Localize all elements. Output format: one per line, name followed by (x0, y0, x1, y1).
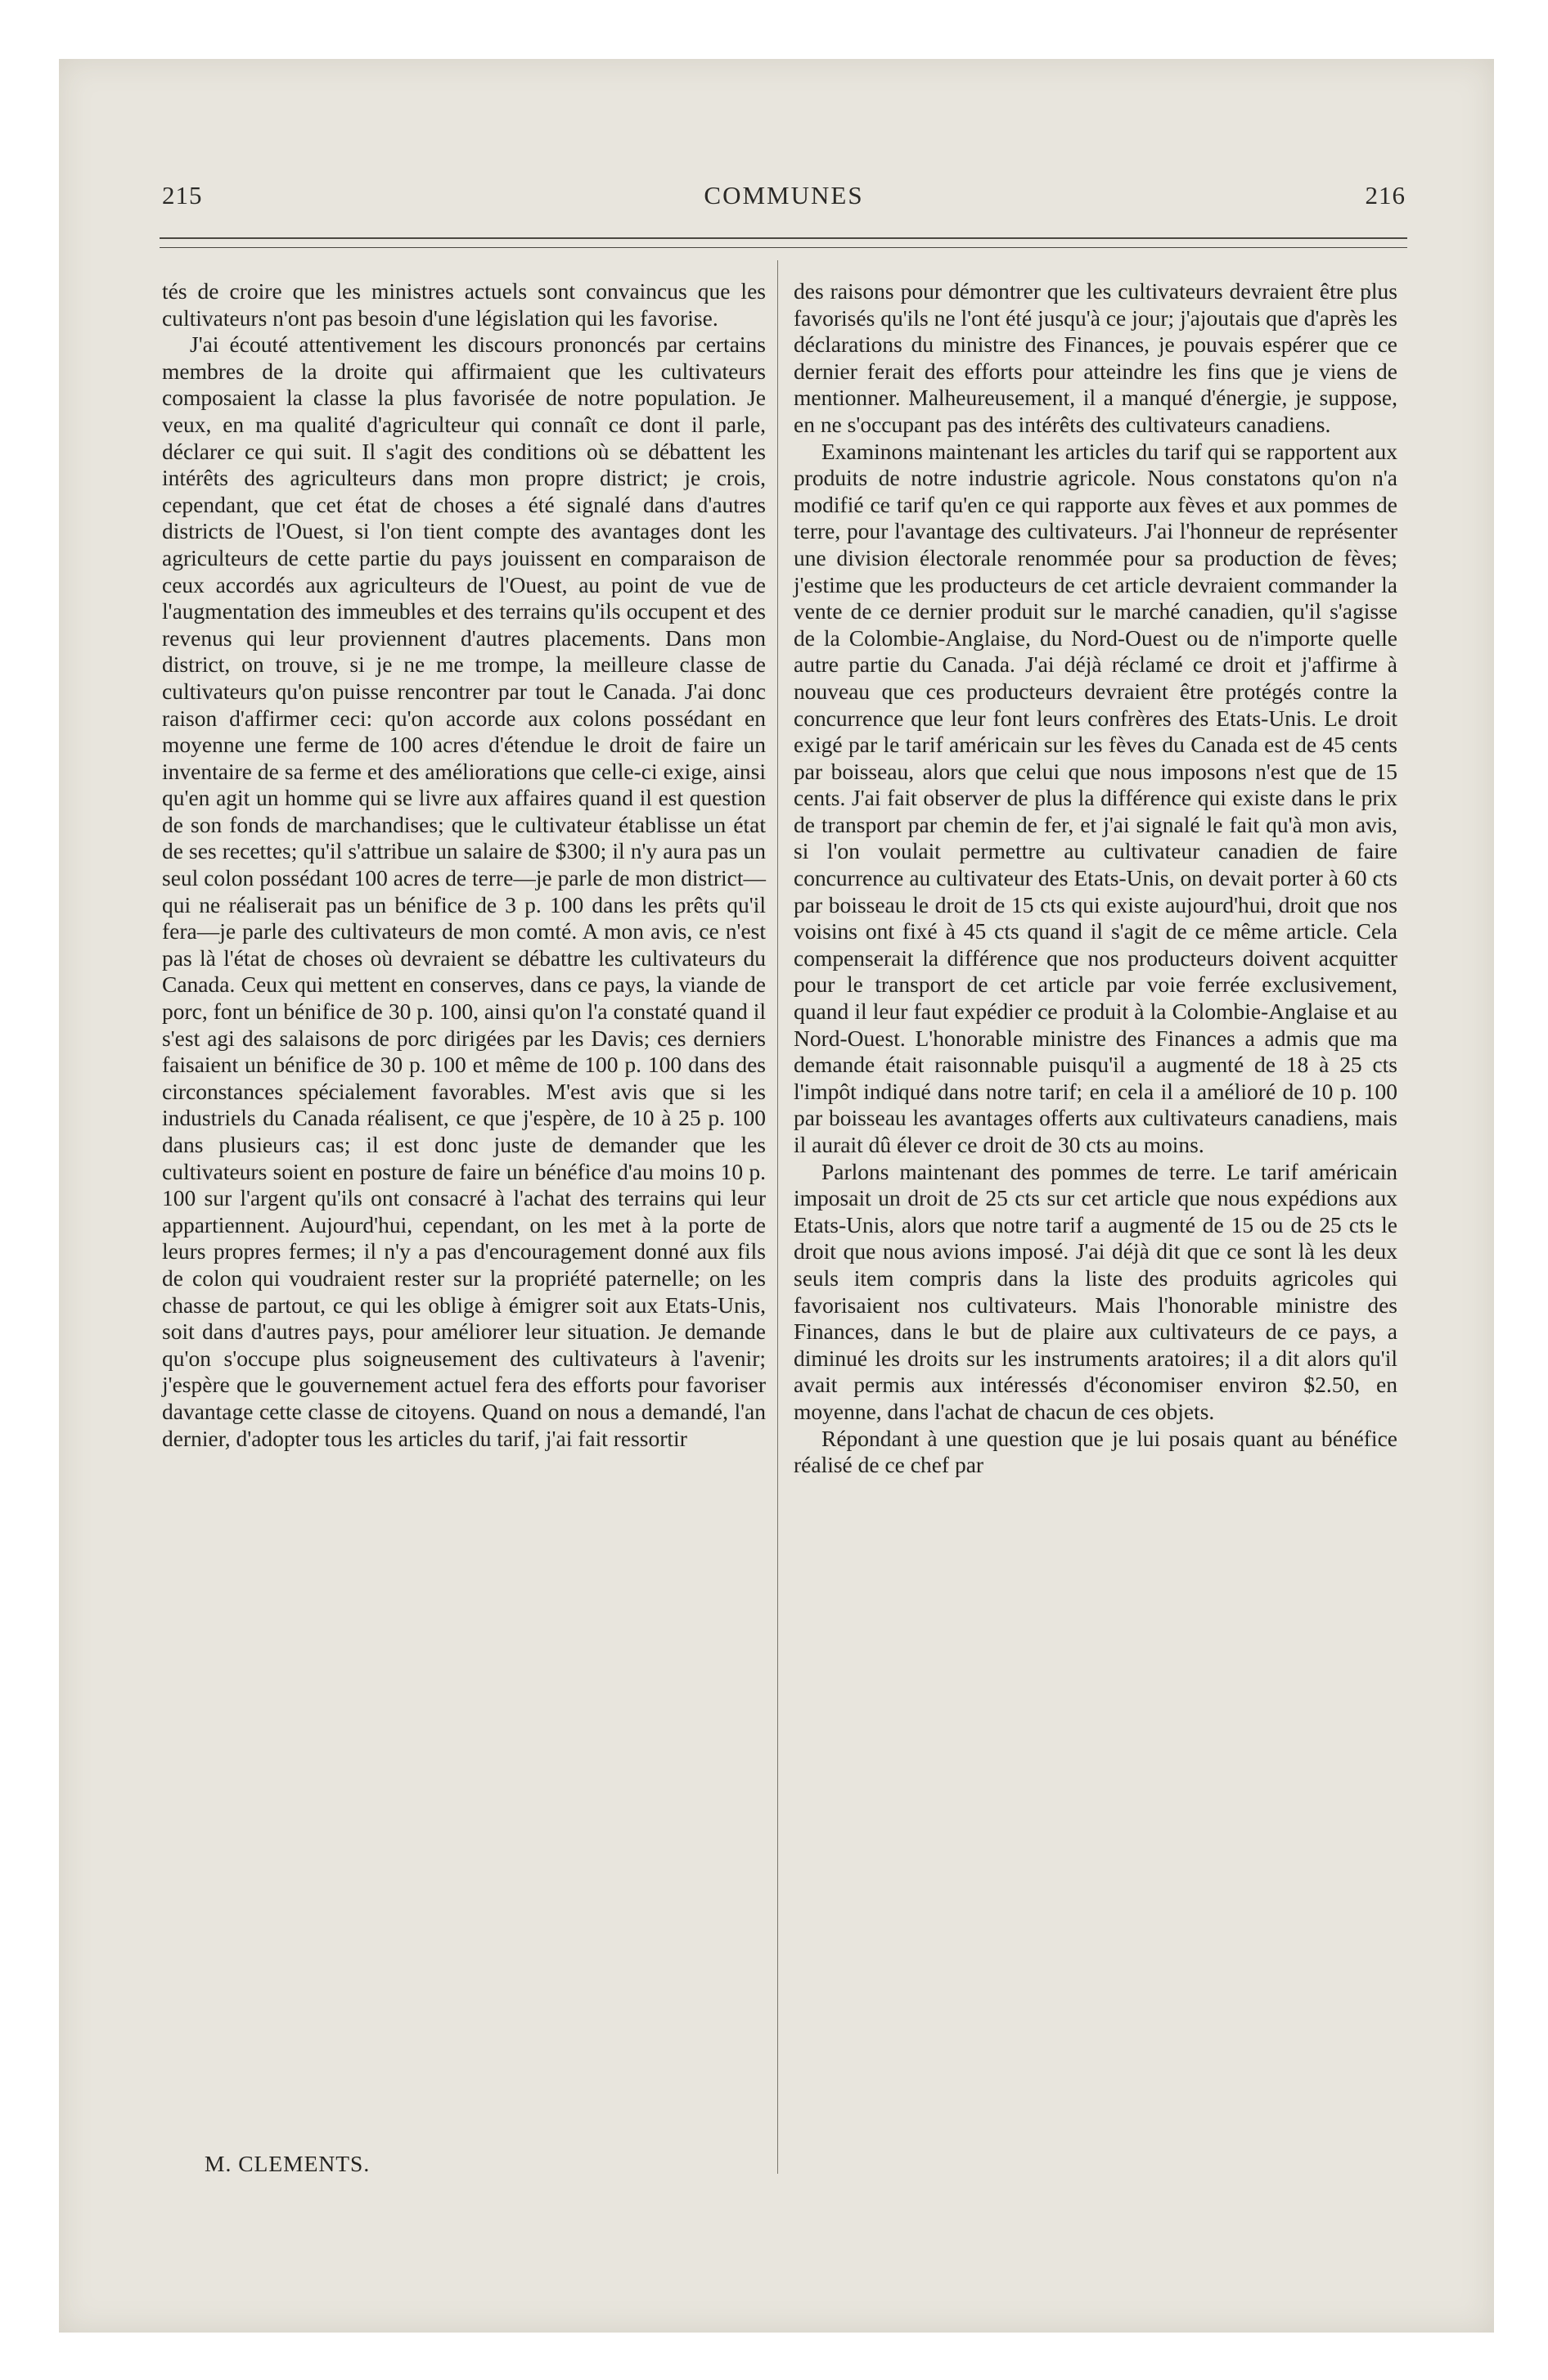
left-column (162, 278, 766, 1452)
page-header (162, 181, 1406, 222)
paragraph: Examinons maintenant les articles du tarif qui se rapportent aux produits de notre industrie agricole. Nous constatons qu'on n'a modifié ce tarif qu'en ce qui rapporte aux fèves et aux pommes de terre, pour l'avantage des cultivateurs. J'ai l'honneur de représenter une division électorale renommée pour sa production de fèves; j'estime que les producteurs de cet article devraient commander la vente de ce dernier produit sur le marché canadien, qu'il s'agisse de la Colombie-Anglaise, du Nord-Ouest ou de n'importe quelle autre partie du Canada. J'ai déjà réclamé ce droit et j'affirme à nouveau que ces producteurs devraient être protégés contre la concurrence que leur font leurs confrères des Etats-Unis. Le droit exigé par le tarif américain sur les fèves du Canada est de 45 cents par boisseau, alors que celui que nous imposons n'est que de 15 cents. J'ai fait observer de plus la différence qui existe dans le prix de transport par chemin de fer, et j'ai signalé le fait qu'à mon avis, si l'on voulait permettre au cultivateur canadien de faire concurrence au cultivateur des Etats-Unis, on devait porter à 60 cts par boisseau le droit de 15 cts qui existe aujourd'hui, droit que nos voisins ont fixé à 45 cts quand il s'agit de ce même article. Cela compenserait la différence que nos producteurs doivent acquitter pour le transport de cet article par voie ferrée exclusivement, quand il leur faut expédier ce produit à la Colombie-Anglaise et au Nord-Ouest. L'honorable ministre des Finances a admis que ma demande était raisonnable puisqu'il a augmenté de 18 à 25 cts l'impôt indiqué dans notre tarif; en cela il a amélioré de 10 p. 100 par boisseau les avantages offerts aux cultivateurs canadiens, mais il aurait dû élever ce droit de 30 cts au moins. (794, 438, 1397, 1157)
paragraph: des raisons pour démontrer que les cultivateurs devraient être plus favorisés qu'ils ne l'ont été jusqu'à ce jour; j'ajoutais que d'après les déclarations du ministre des Finances, je pouvais espérer que ce dernier ferait des efforts pour atteindre les fins que je viens de mentionner. Malheureusement, il a manqué d'énergie, je suppose, en ne s'occupant pas des intérêts des cultivateurs canadiens. (794, 278, 1397, 437)
paragraph: Parlons maintenant des pommes de terre. Le tarif américain imposait un droit de 25 cts sur cet article que nous expédions aux Etats-Unis, alors que notre tarif a augmenté de 15 ou de 25 cts le droit que nous avions imposé. J'ai déjà dit que ce sont là les deux seuls item compris dans la liste des produits agricoles qui favorisaient nos cultivateurs. Mais l'honorable ministre des Finances, dans le but de plaire aux cultivateurs de ce pays, a diminué les droits sur les instruments aratoires; il a dit alors qu'il avait permis aux intéressés d'économiser environ $2.50, en moyenne, dans l'achat de chacun de ces objets. (794, 1158, 1397, 1424)
paragraph: Répondant à une question que je lui posais quant au bénéfice réalisé de ce chef par (794, 1425, 1397, 1478)
header-rule-thin (160, 247, 1407, 248)
column-divider (777, 260, 778, 2174)
right-column (794, 278, 1397, 1479)
right-page-number: 216 (1365, 181, 1406, 210)
paragraph: tés de croire que les ministres actuels sont convaincus que les cultivateurs n'ont pas besoin d'une législation qui les favorise. (162, 278, 766, 331)
left-page-number: 215 (162, 181, 203, 210)
speaker-signature: M. CLEMENTS. (205, 2151, 371, 2176)
header-rule (160, 237, 1407, 239)
paragraph: J'ai écouté attentivement les discours prononcés par certains membres de la droite qui affirmaient que les cultivateurs composaient la classe la plus favorisée de notre population. Je veux, en ma qualité d'agriculteur qui connaît ce dont il parle, déclarer ce qui suit. Il s'agit des conditions où se débattent les intérêts des agriculteurs dans mon propre district; je crois, cependant, que cet état de choses a été signalé dans d'autres districts de l'Ouest, si l'on tient compte des avantages dont les agriculteurs de cette partie du pays jouissent en comparaison de ceux accordés aux agriculteurs de l'Ouest, au point de vue de l'augmentation des immeubles et des terrains qu'ils occupent et des revenus qui leur proviennent d'autres placements. Dans mon district, on trouve, si je ne me trompe, la meilleure classe de cultivateurs qu'on puisse rencontrer par tout le Canada. J'ai donc raison d'affirmer ceci: qu'on accorde aux colons possédant en moyenne une ferme de 100 acres d'étendue le droit de faire un inventaire de sa ferme et des améliorations que celle-ci exige, ainsi qu'en agit un homme qui se livre aux affaires quand il est question de son fonds de marchandises; que le cultivateur établisse un état de ses recettes; qu'il s'attribue un salaire de $300; il n'y aura pas un seul colon possédant 100 acres de terre—je parle de mon district—qui ne réaliserait pas un bénifice de 3 p. 100 dans les prêts qu'il fera—je parle des cultivateurs de mon comté. A mon avis, ce n'est pas là l'état de choses où devraient se débattre les cultivateurs du Canada. Ceux qui mettent en conserves, dans ce pays, la viande de porc, font un bénifice de 30 p. 100, ainsi qu'on l'a constaté quand il s'est agi des salaisons de porc dirigées par les Davis; ces derniers faisaient un bénifice de 30 p. 100 et même de 100 p. 100 dans des circonstances spécialement favorables. M'est avis que si les industriels du Canada réalisent, ce que j'espère, de 10 à 25 p. 100 dans plusieurs cas; il est donc juste de demander que les cultivateurs soient en posture de faire un bénéfice d'au moins 10 p. 100 sur l'argent qu'ils ont consacré à l'achat des terrains qui leur appartiennent. Aujourd'hui, cependant, on les met à la porte de leurs propres fermes; il n'y a pas d'encouragement donné aux fils de colon qui voudraient rester sur la propriété paternelle; on les chasse de partout, ce qui les oblige à émigrer soit aux Etats-Unis, soit dans d'autres pays, pour améliorer leur situation. Je demande qu'on s'occupe plus soigneusement des cultivateurs à l'avenir; j'espère que le gouvernement actuel fera des efforts pour favoriser davantage cette classe de citoyens. Quand on nous a demandé, l'an dernier, d'adopter tous les articles du tarif, j'ai fait ressortir (162, 331, 766, 1451)
page-title: COMMUNES (704, 181, 864, 210)
